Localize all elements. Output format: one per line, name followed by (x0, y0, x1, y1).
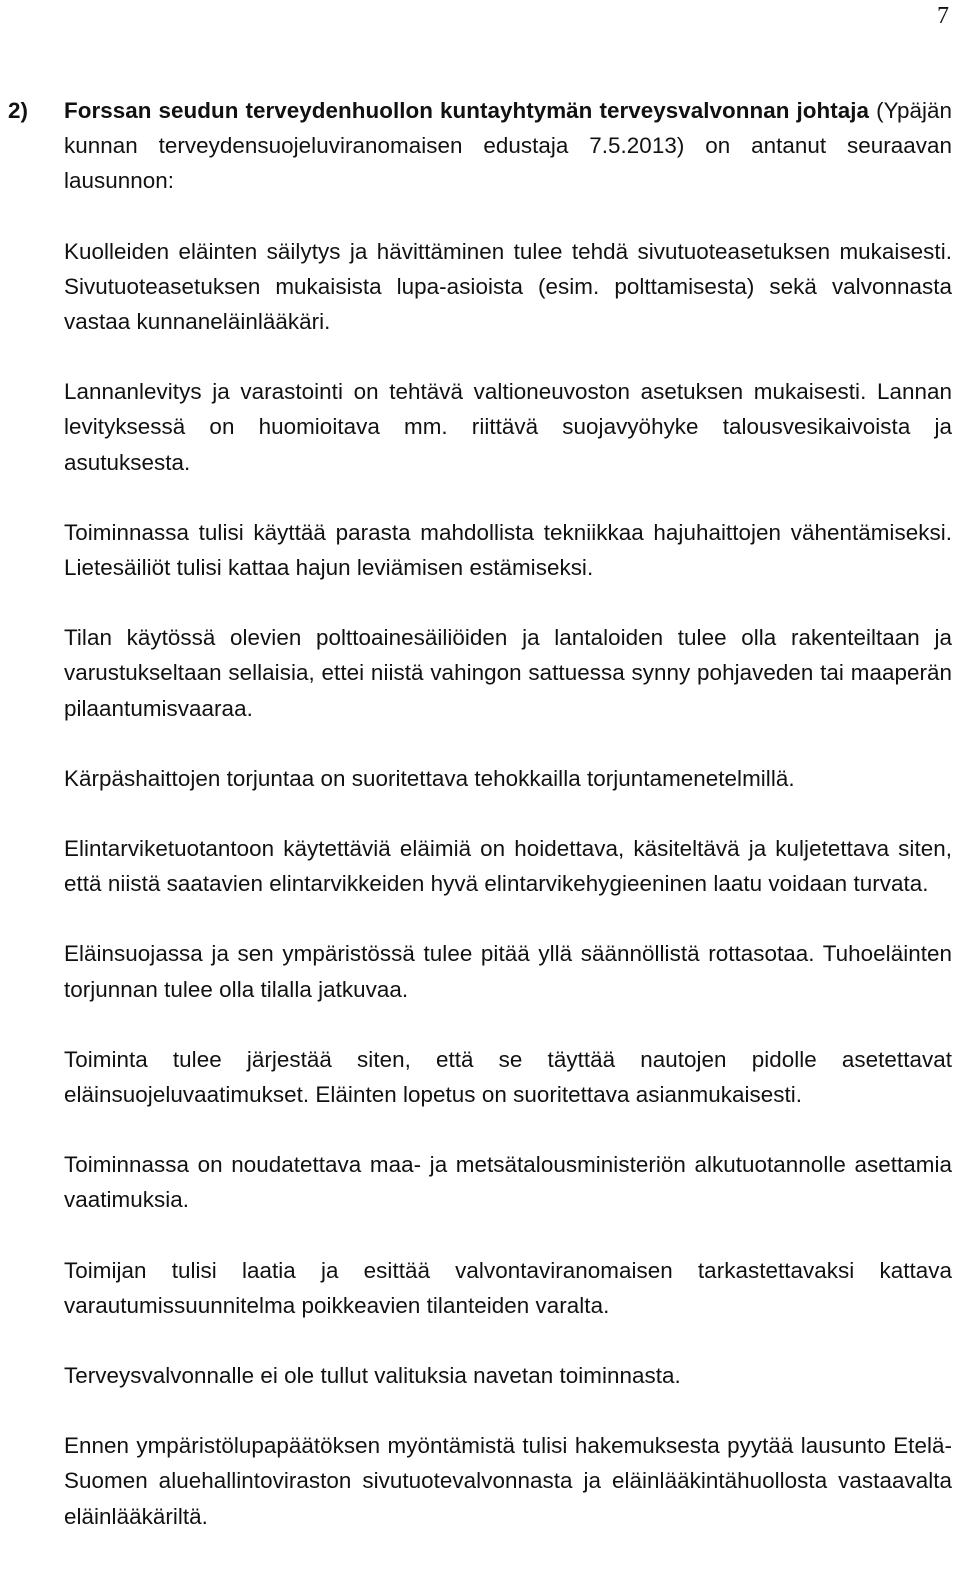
paragraph-food-animals: Elintarviketuotantoon käytettäviä eläimiä on hoidettava, käsiteltävä ja kuljetettava siten, että niistä saatavien elintarvikkeiden hyvä elintarvikehygieeninen laatu voidaan turvata. (64, 836, 952, 897)
paragraph-fly-control: Kärpäshaittojen torjuntaa on suoritettava tehokkailla torjuntamenetelmillä. (64, 765, 795, 791)
paragraph-fuel-tanks: Tilan käytössä olevien polttoainesäiliöiden ja lantaloiden tulee olla rakenteiltaan ja varustukseltaan sellaisia, ettei niistä vahingon sattuessa synny pohjaveden tai maaperän pilaantumisvaaraa. (64, 625, 952, 721)
section-heading (64, 93, 952, 199)
paragraph-primary-production: Toiminnassa on noudatettava maa- ja metsätalousministeriön alkutuotannolle asettamia vaatimuksia. (64, 1152, 952, 1213)
paragraph-carcass-handling: Kuolleiden eläinten säilytys ja hävittäminen tulee tehdä sivutuoteasetuksen mukaisesti. Sivutuoteasetuksen mukaisista lupa-asioista (esim. polttamisesta) sekä valvonnasta vastaa kunnaneläinlääkäri. (64, 238, 952, 335)
section-content (64, 93, 952, 1534)
section-heading-bold: Forssan seudun terveydenhuollon kuntayhtymän terveysvalvonnan johtaja (64, 98, 870, 123)
paragraph-complaints: Terveysvalvonnalle ei ole tullut valituksia navetan toiminnasta. (64, 1363, 681, 1389)
paragraph-odor-control: Toiminnassa tulisi käyttää parasta mahdollista tekniikkaa hajuhaittojen vähentämiseksi. Lietesäiliöt tulisi kattaa hajun leviämisen estämiseksi. (64, 519, 952, 581)
page-number: 7 (937, 3, 949, 29)
paragraph-manure-spreading: Lannanlevitys ja varastointi on tehtävä valtioneuvoston asetuksen mukaisesti. Lannan levityksessä on huomioitava mm. riittävä suojavyöhyke talousvesikaivoista ja asutuksesta. (64, 379, 952, 475)
section-heading-rest: (Ypäjän kunnan terveydensuojeluviranomaisen edustaja 7.5.2013) on antanut seuraavan lausunnon: (64, 98, 952, 194)
paragraph-contingency-plan: Toimijan tulisi laatia ja esittää valvontaviranomaisen tarkastettavaksi kattava varautumissuunnitelma poikkeavien tilanteiden varalta. (64, 1257, 952, 1318)
section-number: 2) (8, 98, 28, 123)
paragraph-animal-welfare: Toiminta tulee järjestää siten, että se täyttää nautojen pidolle asetettavat eläinsuojeluvaatimukset. Eläinten lopetus on suoritettava asianmukaisesti. (64, 1046, 952, 1108)
paragraph-rodent-control: Eläinsuojassa ja sen ympäristössä tulee pitää yllä säännöllistä rottasotaa. Tuhoeläinten torjunnan tulee olla tilalla jatkuvaa. (64, 941, 952, 1002)
paragraph-statement-request: Ennen ympäristölupapäätöksen myöntämistä tulisi hakemuksesta pyytää lausunto Etelä-Suomen aluehallintoviraston sivutuotevalvonnasta ja eläinlääkintähuollosta vastaavalta eläinlääkäriltä. (64, 1433, 952, 1529)
